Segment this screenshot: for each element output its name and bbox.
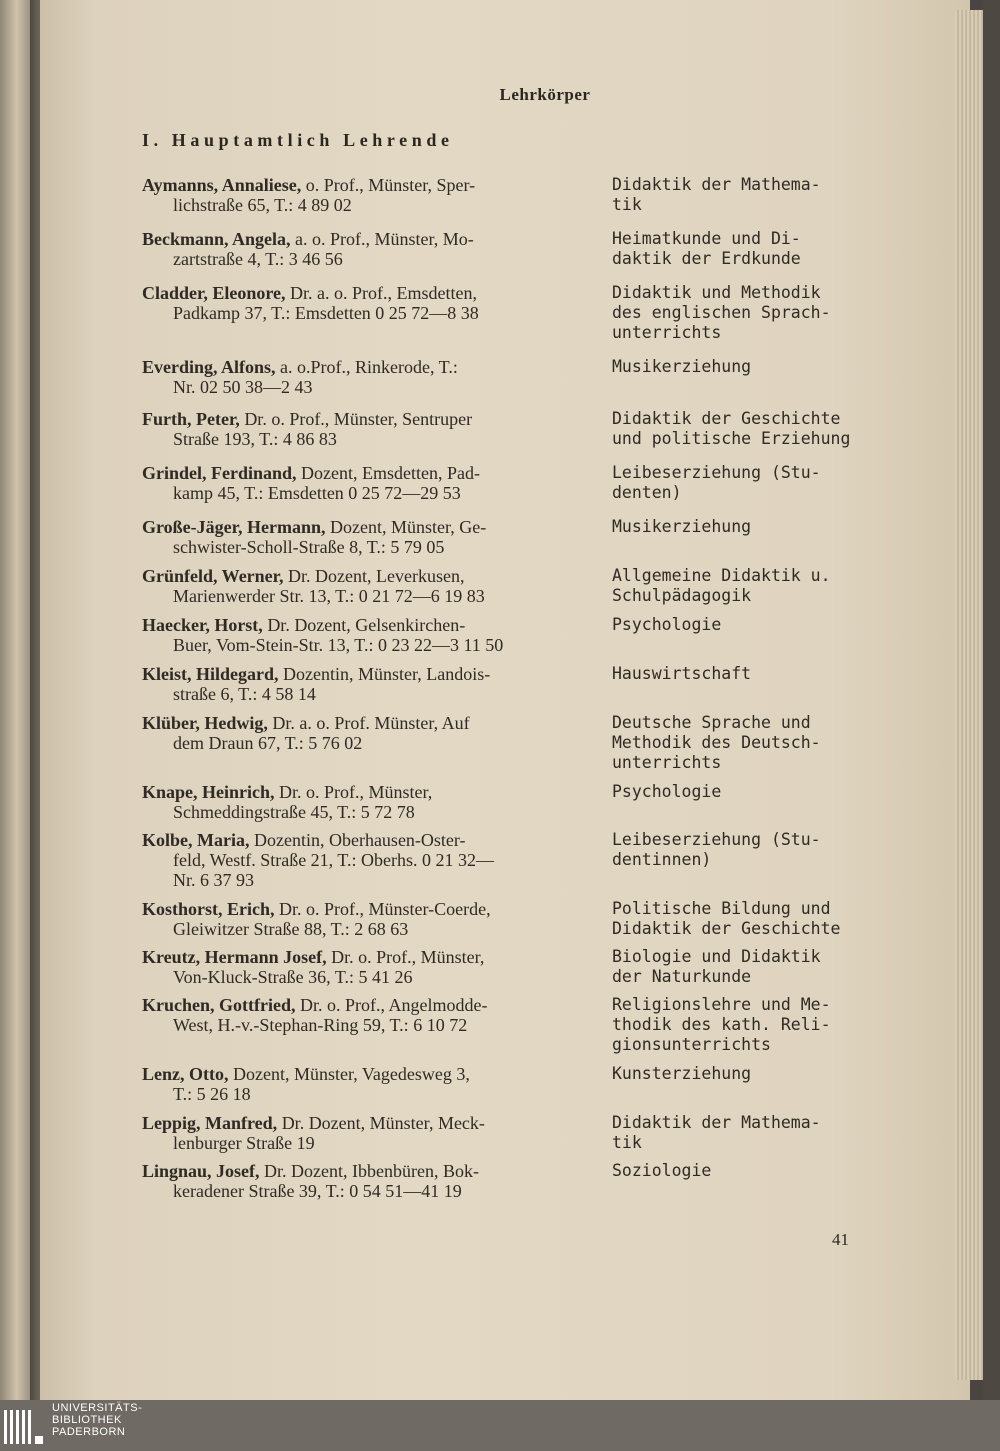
- section-heading: I. Hauptamtlich Lehrende: [142, 130, 454, 150]
- teaching-subject: [612, 995, 848, 1055]
- person-details: [142, 615, 582, 655]
- person-details: [142, 664, 582, 704]
- person-address-line: lenburger Straße 19: [173, 1133, 315, 1153]
- subject-line: Didaktik der Geschichte: [612, 409, 841, 428]
- person-line: [142, 357, 582, 377]
- person-address-line: Straße 193, T.: 4 86 83: [173, 429, 337, 449]
- subject-line: Methodik des Deutsch-: [612, 733, 821, 752]
- person-details: [142, 357, 582, 397]
- person-details: [142, 175, 582, 215]
- person-details: [142, 830, 582, 890]
- subject-line: Kunsterziehung: [612, 1064, 752, 1083]
- person-address-line: zartstraße 4, T.: 3 46 56: [173, 249, 343, 269]
- teaching-subject: [612, 409, 851, 449]
- person-address-line: straße 6, T.: 4 58 14: [173, 684, 316, 704]
- person-name: Kleist, Hildegard,: [142, 664, 279, 684]
- subject-line: Didaktik der Mathema-: [612, 175, 821, 194]
- subject-line: Musikerziehung: [612, 357, 752, 376]
- teaching-subject: [612, 283, 848, 343]
- teaching-subject: [612, 947, 848, 987]
- person-name: Grünfeld, Werner,: [142, 566, 284, 586]
- library-footer-bar: [0, 1400, 1000, 1451]
- person-title-address: Dr. Dozent, Gelsenkirchen-: [262, 615, 466, 635]
- subject-line: Soziologie: [612, 1161, 712, 1180]
- person-name: Aymanns, Annaliese,: [142, 175, 302, 195]
- subject-line: der Naturkunde: [612, 967, 752, 986]
- subject-line: Didaktik der Geschichte: [612, 919, 841, 938]
- person-title-address: Dr. Dozent, Leverkusen,: [283, 566, 465, 586]
- person-title-address: Dr. Dozent, Ibbenbüren, Bok-: [259, 1161, 479, 1181]
- subject-line: Politische Bildung und: [612, 899, 831, 918]
- person-title-address: Dozent, Emsdetten, Pad-: [296, 463, 480, 483]
- person-title-address: Dr. Dozent, Münster, Meck-: [277, 1113, 485, 1133]
- teaching-subject: [612, 782, 848, 802]
- person-title-address: Dr. a. o. Prof., Emsdetten,: [285, 283, 477, 303]
- subject-line: Didaktik und Methodik: [612, 283, 821, 302]
- person-line: [142, 566, 582, 586]
- person-title-address: Dozentin, Münster, Landois-: [278, 664, 491, 684]
- subject-line: Didaktik der Mathema-: [612, 1113, 821, 1132]
- teaching-subject: [612, 229, 848, 269]
- subject-line: Leibeserziehung (Stu-: [612, 463, 821, 482]
- person-address-line: kamp 45, T.: Emsdetten 0 25 72—29 53: [173, 483, 461, 503]
- subject-line: Schulpädagogik: [612, 586, 752, 605]
- person-address-line: Nr. 02 50 38—2 43: [173, 377, 313, 397]
- subject-line: Musikerziehung: [612, 517, 752, 536]
- person-address-line: Marienwerder Str. 13, T.: 0 21 72—6 19 83: [173, 586, 485, 606]
- person-title-address: Dozent, Münster, Vagedesweg 3,: [228, 1064, 470, 1084]
- person-address-line: Padkamp 37, T.: Emsdetten 0 25 72—8 38: [173, 303, 479, 323]
- subject-line: Deutsche Sprache und: [612, 713, 811, 732]
- library-name-line: BIBLIOTHEK: [52, 1414, 122, 1426]
- subject-line: Biologie und Didaktik: [612, 947, 821, 966]
- person-line: [142, 175, 582, 195]
- person-address-line: Von-Kluck-Straße 36, T.: 5 41 26: [173, 967, 413, 987]
- person-title-address: Dr. o. Prof., Münster,: [326, 947, 485, 967]
- person-name: Leppig, Manfred,: [142, 1113, 278, 1133]
- person-address-line: schwister-Scholl-Straße 8, T.: 5 79 05: [173, 537, 445, 557]
- person-title-address: o. Prof., Münster, Sper-: [301, 175, 476, 195]
- person-name: Große-Jäger, Hermann,: [142, 517, 326, 537]
- person-line: [142, 782, 582, 802]
- subject-line: Psychologie: [612, 782, 722, 801]
- person-name: Beckmann, Angela,: [142, 229, 291, 249]
- library-name: [52, 1402, 142, 1438]
- left-page-edge: [0, 0, 30, 1400]
- person-details: [142, 1064, 582, 1104]
- subject-line: thodik des kath. Reli-: [612, 1015, 831, 1034]
- person-details: [142, 995, 582, 1035]
- person-address-line: Buer, Vom-Stein-Str. 13, T.: 0 23 22—3 11 50: [173, 635, 504, 655]
- person-address-line: T.: 5 26 18: [173, 1084, 251, 1104]
- person-address-line: lichstraße 65, T.: 4 89 02: [173, 195, 352, 215]
- page-header: Lehrkörper: [499, 85, 591, 104]
- person-title-address: a. o. Prof., Münster, Mo-: [290, 229, 474, 249]
- person-details: [142, 517, 582, 557]
- person-line: [142, 1064, 582, 1084]
- person-line: [142, 229, 582, 249]
- subject-line: Religionslehre und Me-: [612, 995, 831, 1014]
- person-line: [142, 615, 582, 635]
- teaching-subject: [612, 1113, 848, 1153]
- page-stack-edge: [955, 10, 983, 1380]
- teaching-subject: [612, 566, 848, 606]
- person-details: [142, 713, 582, 753]
- subject-line: unterrichts: [612, 323, 722, 342]
- person-line: [142, 664, 582, 684]
- person-name: Kolbe, Maria,: [142, 830, 250, 850]
- library-name-line: UNIVERSITÄTS-: [52, 1402, 143, 1414]
- teaching-subject: [612, 1161, 848, 1181]
- person-name: Lingnau, Josef,: [142, 1161, 260, 1181]
- person-details: [142, 899, 582, 939]
- person-name: Kreutz, Hermann Josef,: [142, 947, 327, 967]
- person-line: [142, 713, 582, 733]
- subject-line: daktik der Erdkunde: [612, 249, 801, 268]
- subject-line: des englischen Sprach-: [612, 303, 831, 322]
- subject-line: und politische Erziehung: [612, 429, 851, 448]
- subject-line: denten): [612, 483, 682, 502]
- person-details: [142, 229, 582, 269]
- subject-line: Hauswirtschaft: [612, 664, 752, 683]
- person-name: Kruchen, Gottfried,: [142, 995, 296, 1015]
- person-details: [142, 947, 582, 987]
- person-name: Kosthorst, Erich,: [142, 899, 275, 919]
- subject-line: tik: [612, 1133, 642, 1152]
- person-name: Klüber, Hedwig,: [142, 713, 268, 733]
- person-line: [142, 463, 582, 483]
- person-name: Haecker, Horst,: [142, 615, 263, 635]
- teaching-subject: [612, 899, 848, 939]
- teaching-subject: [612, 175, 848, 215]
- person-title-address: Dozentin, Oberhausen-Oster-: [249, 830, 466, 850]
- person-address-line: West, H.-v.-Stephan-Ring 59, T.: 6 10 72: [173, 1015, 468, 1035]
- subject-line: gionsunterrichts: [612, 1035, 771, 1054]
- subject-line: dentinnen): [612, 850, 712, 869]
- person-title-address: Dr. o. Prof., Münster, Sentruper: [239, 409, 473, 429]
- person-details: [142, 782, 582, 822]
- subject-line: Allgemeine Didaktik u.: [612, 566, 831, 585]
- person-name: Cladder, Eleonore,: [142, 283, 286, 303]
- person-line: [142, 830, 582, 850]
- person-title-address: a. o.Prof., Rinkerode, T.:: [275, 357, 458, 377]
- person-address-line: keradener Straße 39, T.: 0 54 51—41 19: [173, 1181, 462, 1201]
- person-line: [142, 995, 582, 1015]
- person-address-line: Schmeddingstraße 45, T.: 5 72 78: [173, 802, 415, 822]
- person-details: [142, 1113, 582, 1153]
- person-title-address: Dr. a. o. Prof. Münster, Auf: [267, 713, 470, 733]
- person-line: [142, 283, 582, 303]
- person-name: Knape, Heinrich,: [142, 782, 275, 802]
- page-number: 41: [832, 1230, 849, 1249]
- person-name: Everding, Alfons,: [142, 357, 276, 377]
- person-address-line: feld, Westf. Straße 21, T.: Oberhs. 0 21 32—: [173, 850, 495, 870]
- person-details: [142, 409, 582, 449]
- teaching-subject: [612, 463, 848, 503]
- library-name-line: PADERBORN: [52, 1426, 126, 1438]
- teaching-subject: [612, 357, 848, 377]
- person-details: [142, 283, 582, 323]
- person-line: [142, 1161, 582, 1181]
- page-shadow: [983, 0, 1000, 1400]
- subject-line: Leibeserziehung (Stu-: [612, 830, 821, 849]
- person-line: [142, 409, 582, 429]
- person-name: Lenz, Otto,: [142, 1064, 229, 1084]
- person-name: Grindel, Ferdinand,: [142, 463, 297, 483]
- person-line: [142, 947, 582, 967]
- person-details: [142, 463, 582, 503]
- subject-line: Psychologie: [612, 615, 722, 634]
- person-line: [142, 1113, 582, 1133]
- person-line: [142, 517, 582, 537]
- subject-line: tik: [612, 195, 642, 214]
- person-address-line: Gleiwitzer Straße 88, T.: 2 68 63: [173, 919, 409, 939]
- teaching-subject: [612, 830, 848, 870]
- teaching-subject: [612, 517, 848, 537]
- teaching-subject: [612, 1064, 848, 1084]
- person-details: [142, 566, 582, 606]
- person-name: Furth, Peter,: [142, 409, 240, 429]
- teaching-subject: [612, 713, 848, 773]
- person-line: [142, 899, 582, 919]
- subject-line: Heimatkunde und Di-: [612, 229, 801, 248]
- person-title-address: Dr. o. Prof., Münster-Coerde,: [274, 899, 491, 919]
- subject-line: unterrichts: [612, 753, 722, 772]
- person-address-line: dem Draun 67, T.: 5 76 02: [173, 733, 363, 753]
- teaching-subject: [612, 615, 848, 635]
- teaching-subject: [612, 664, 848, 684]
- person-details: [142, 1161, 582, 1201]
- person-title-address: Dozent, Münster, Ge-: [325, 517, 487, 537]
- library-logo-icon: [4, 1406, 44, 1448]
- person-title-address: Dr. o. Prof., Angelmodde-: [295, 995, 488, 1015]
- person-title-address: Dr. o. Prof., Münster,: [274, 782, 433, 802]
- person-address-line: Nr. 6 37 93: [173, 870, 254, 890]
